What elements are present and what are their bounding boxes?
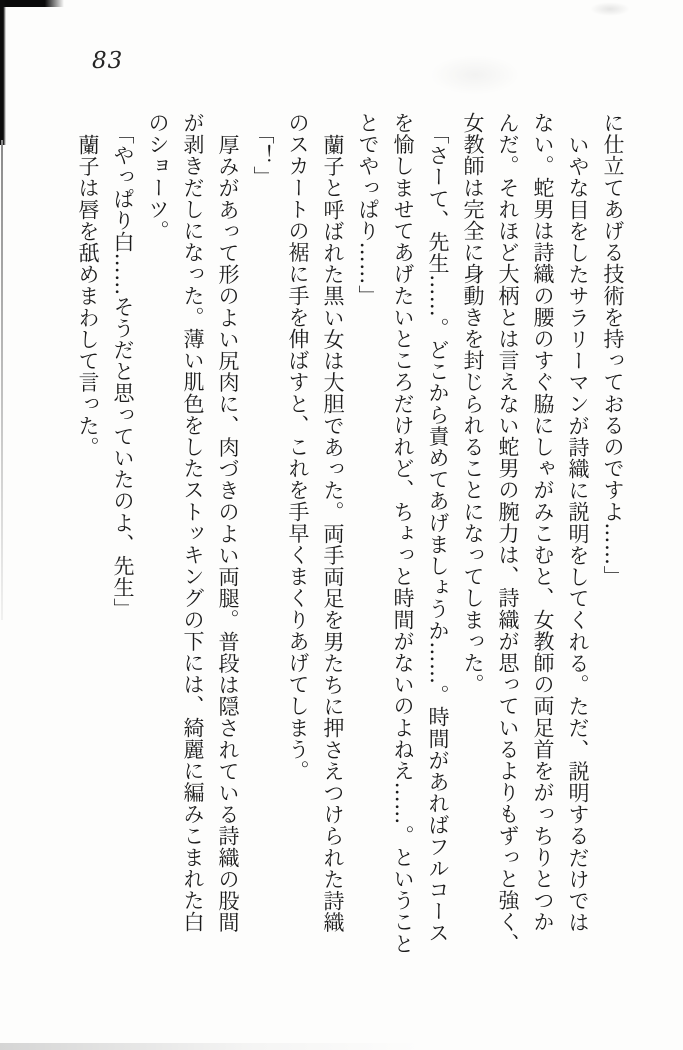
text-line: 「！」	[251, 123, 275, 188]
page-number: 83	[92, 48, 124, 74]
text-line: 蘭子は唇を舐めまわして言った。	[76, 134, 100, 458]
text-line: 女教師は完全に身動きを封じられることになってしまった。	[461, 112, 485, 696]
text-line: 「さーて、先生……。どこから責めてあげましょうか……。時間があればフルコース	[426, 123, 450, 944]
scan-artifact-top-edge	[0, 0, 64, 7]
scan-smudge	[590, 2, 630, 16]
text-line: 「やっぱり白……そうだと思っていたのよ、先生」	[111, 123, 135, 620]
text-line: のショーツ。	[146, 112, 170, 242]
text-block	[70, 112, 630, 955]
text-line: ない。蛇男は詩織の腰のすぐ脇にしゃがみこむと、女教師の両足首をがっちりとつか	[531, 112, 555, 933]
text-line: んだ。それほど大柄とは言えない蛇男の腕力は、詩織が思っているよりもずっと強く、	[496, 112, 520, 955]
text-line: とでやっぱり……」	[356, 112, 380, 307]
text-line: 蘭子と呼ばれた黒い女は大胆であった。両手両足を男たちに押さえつけられた詩織	[321, 134, 345, 934]
scan-artifact-left-edge	[0, 0, 6, 145]
text-line: に仕立てあげる技術を持っておるのですよ……」	[601, 112, 625, 588]
scan-smudge	[430, 55, 520, 95]
text-line: が剥きだしになった。薄い肌色をしたストッキングの下には、綺麗に編みこまれた白	[181, 112, 205, 933]
text-line: いやな目をしたサラリーマンが詩織に説明をしてくれる。ただ、説明するだけでは	[566, 134, 590, 934]
scan-artifact-left-edge-faint	[1, 140, 3, 620]
text-line: を愉しませてあげたいところだけれど、ちょっと時間がないのよねえ……。ということ	[391, 112, 415, 955]
scan-artifact-bottom-edge	[0, 1043, 420, 1050]
text-line: のスカートの裾に手を伸ばすと、これを手早くまくりあげてしまう。	[286, 112, 310, 782]
text-line: 厚みがあって形のよい尻肉に、肉づきのよい両腿。普段は隠されている詩織の股間	[216, 134, 240, 934]
